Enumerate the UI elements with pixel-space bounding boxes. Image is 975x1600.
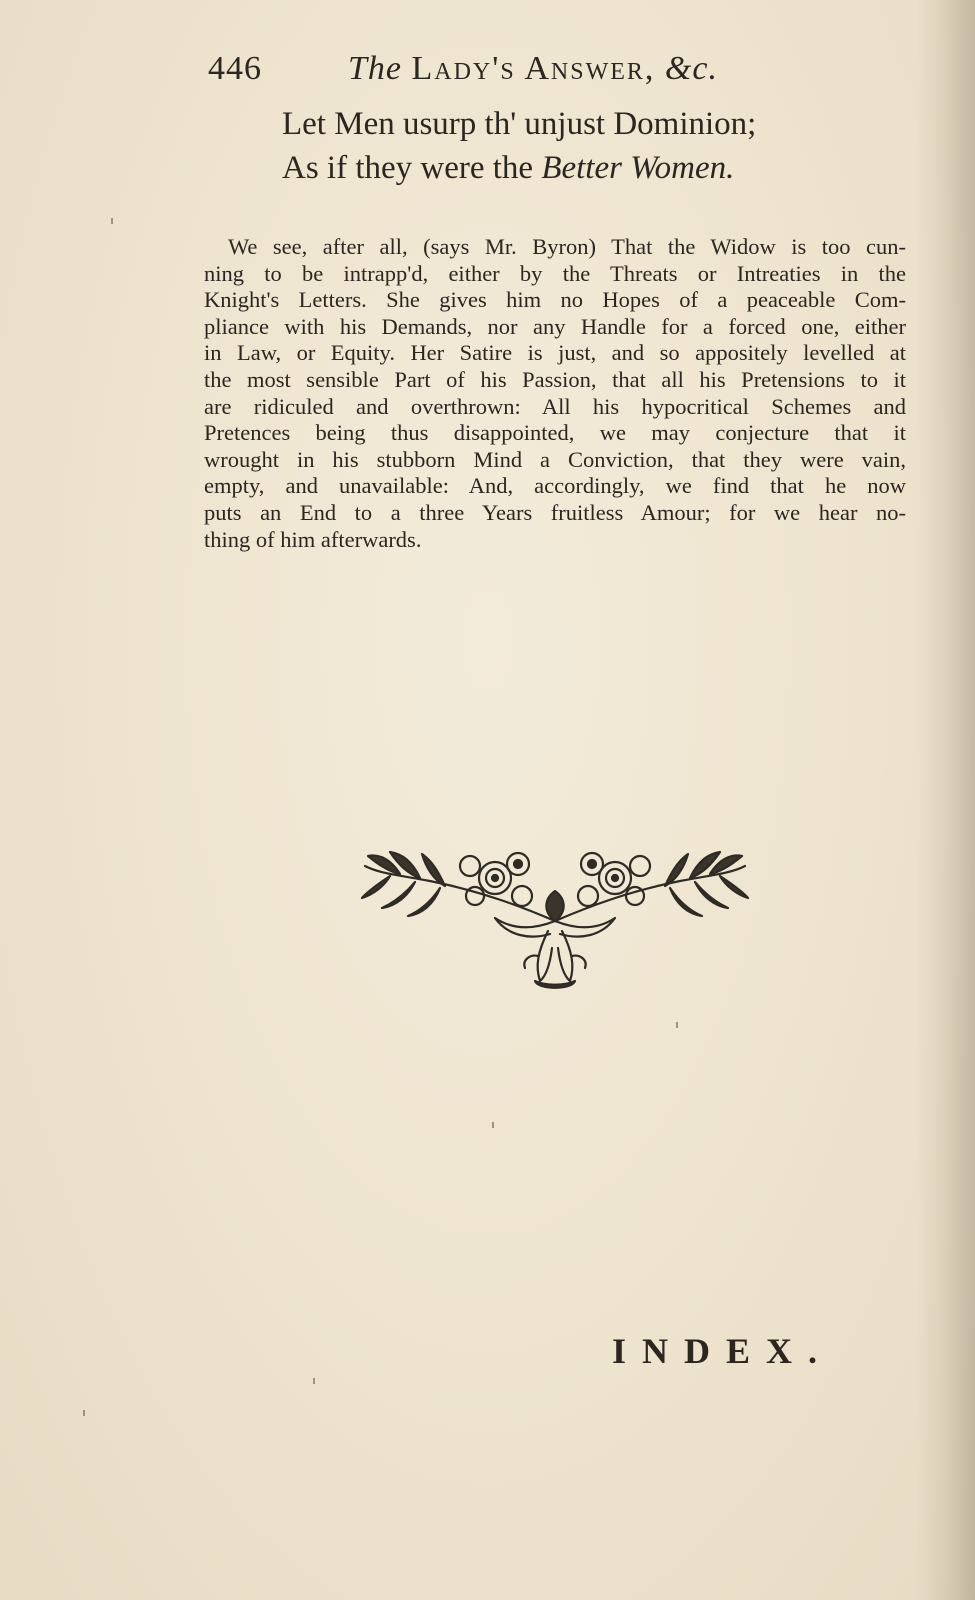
paragraph-line: Knight's Letters. She gives him no Hopes of a peaceable Com- [204, 287, 906, 313]
paragraph-line: wrought in his stubborn Mind a Conviction, that they were vain, [204, 446, 906, 472]
paragraph-line: thing of him afterwards. [204, 526, 422, 552]
paragraph-line: in Law, or Equity. Her Satire is just, and so appositely levelled at [204, 340, 906, 366]
running-head [208, 50, 808, 100]
paragraph-line: empty, and unavailable: And, accordingly, we find that he now [204, 473, 906, 499]
verse-line-1: Let Men usurp th' unjust Dominion; [282, 106, 757, 142]
floral-tailpiece-ornament-icon [360, 836, 750, 996]
verse-line-2 [282, 146, 842, 190]
paragraph-line: are ridiculed and overthrown: All his hypocritical Schemes and [204, 393, 906, 419]
running-title-main: Lady's Answer, [411, 50, 656, 87]
paragraph-line: Pretences being thus disappointed, we may conjecture that it [204, 420, 906, 446]
verse-line-2-start: As if they were the [282, 150, 542, 186]
paragraph-line: pliance with his Demands, nor any Handle for a forced one, either [204, 313, 906, 339]
paper-speck [492, 1122, 494, 1128]
verse-line-2-italic: Better Women. [541, 150, 735, 186]
paragraph-line: We see, after all, (says Mr. Byron) That the Widow is too cun- [228, 234, 906, 259]
running-title-etc: &c. [664, 50, 718, 87]
paper-speck [111, 218, 113, 224]
running-title [348, 50, 718, 88]
paragraph-line: ning to be intrapp'd, either by the Threats or Intreaties in the [204, 260, 906, 286]
index-heading: INDEX. [612, 1331, 834, 1371]
paper-speck [676, 1022, 678, 1028]
paper-speck [313, 1378, 315, 1384]
page-number: 446 [208, 50, 262, 87]
running-title-article: The [348, 50, 402, 87]
paragraph-line: puts an End to a three Years fruitless Amour; for we hear no- [204, 499, 906, 525]
paper-speck [83, 1410, 85, 1416]
paragraph-line: the most sensible Part of his Passion, that all his Pretensions to it [204, 366, 906, 392]
body-paragraph [204, 234, 906, 553]
